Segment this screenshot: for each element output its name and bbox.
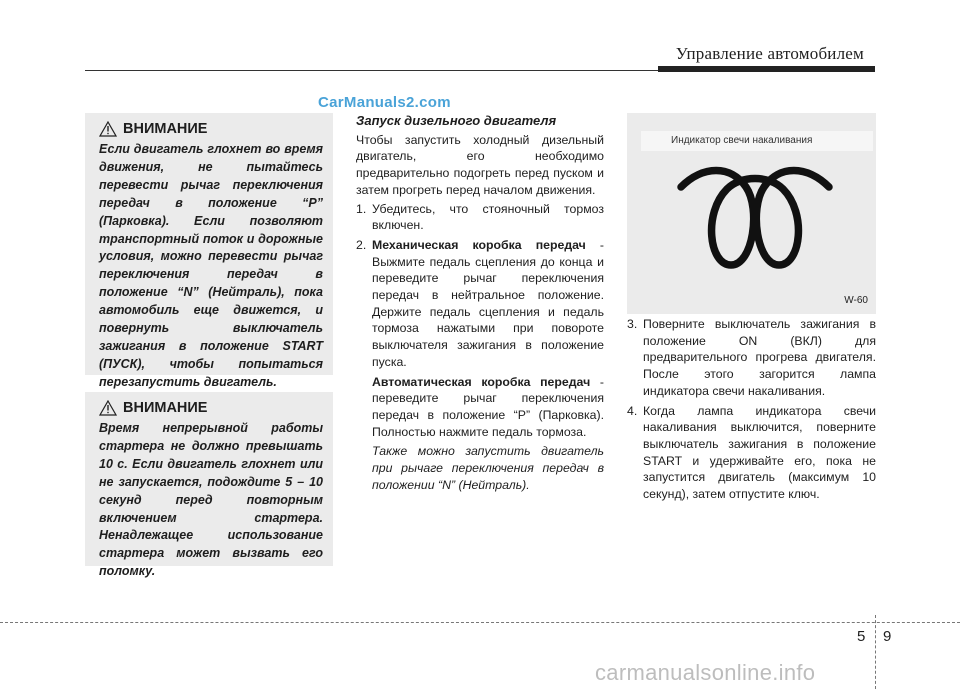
step-4 — [627, 403, 876, 503]
step-number: 3. — [627, 317, 638, 331]
automatic-transmission-paragraph — [372, 374, 604, 441]
step-number: 2. — [356, 237, 367, 252]
step-3 — [627, 316, 876, 400]
figure-id: W-60 — [844, 295, 868, 306]
step-text: Убедитесь, что стояночный тормоз включен. — [372, 201, 604, 233]
manual-transmission-paragraph — [372, 237, 604, 371]
automatic-transmission-text: - переведите рычаг переключения передач в положение “P” (Парковка). Полностью нажмите педаль тормоза. — [372, 374, 605, 439]
warning-text: Если двигатель глохнет во время движения, не пытайтесь перевести рычаг переключения передач в положение “P” (Парковка). Если позволяют транспортный поток и дорожные условия, можно перевести рычаг переключения передач в положение “N” (Нейтраль), пока автомобиль еще движется, и повернуть выключатель зажигания в положение START (ПУСК), чтобы попытаться перезапустить двигатель. — [99, 142, 323, 389]
warning-heading-text: ВНИМАНИЕ — [123, 121, 208, 137]
indicator-figure — [627, 113, 876, 314]
watermark-bottom: carmanualsonline.info — [595, 660, 816, 685]
step-number: 4. — [627, 403, 638, 418]
warning-text: Время непрерывной работы стартера не должно превышать 10 с. Если двигатель глохнет или не запускается, подождите 5 – 10 секунд перед повторным включением стартера. Ненадлежащее использование стартера может вызвать его поломку. — [99, 421, 323, 579]
running-header: Управление автомобилем — [675, 44, 864, 63]
figure-caption: Индикатор свечи накаливания — [641, 131, 873, 151]
step-text: Когда лампа индикатора свечи накаливания выключится, поверните выключатель зажигания в положение START и удерживайте его, пока не запустится двигатель (максимум 10 секунд), затем отпустите ключ. — [643, 403, 876, 502]
warning-heading-text: ВНИМАНИЕ — [123, 400, 208, 416]
chapter-number: 5 — [857, 628, 866, 645]
step-number: 1. — [356, 201, 367, 216]
manual-transmission-label: Механическая коробка передач — [372, 237, 586, 252]
warning-triangle-icon — [99, 121, 117, 137]
step-1 — [356, 201, 604, 234]
header-rule-accent — [658, 66, 875, 72]
intro-paragraph: Чтобы запустить холодный дизельный двигатель, его необходимо предварительно подогреть перед пуском и затем прогреть перед началом движения. — [356, 132, 604, 197]
glow-plug-indicator-icon — [669, 165, 841, 275]
step-2 — [356, 237, 604, 494]
warning-box-1 — [85, 113, 333, 389]
manual-transmission-text: - Выжмите педаль сцепления до конца и переведите рычаг переключения передач в нейтральное положение. Держите педаль сцепления и педаль тормоза нажатыми при повороте выключателя зажигания в положение пуска. — [372, 237, 605, 369]
warning-heading — [99, 121, 323, 137]
step-text: Поверните выключатель зажигания в положение ON (ВКЛ) для предварительного прогрева двигателя. После этого загорится лампа индикатора свечи накаливания. — [643, 317, 876, 398]
middle-column — [356, 113, 604, 493]
footer-rule — [0, 622, 960, 623]
warning-triangle-icon — [99, 400, 117, 416]
section-title: Запуск дизельного двигателя — [356, 113, 557, 128]
right-column — [627, 316, 876, 503]
page-number: 9 — [883, 628, 892, 645]
warning-heading — [99, 400, 323, 416]
footer-divider — [875, 615, 876, 689]
automatic-transmission-label: Автоматическая коробка передач — [372, 374, 591, 389]
note-text: Также можно запустить двигатель при рычаге переключения передач в положении “N” (Нейтраль). — [372, 444, 604, 492]
watermark-link-top[interactable]: CarManuals2.com — [318, 94, 451, 111]
warning-box-2 — [85, 392, 333, 579]
